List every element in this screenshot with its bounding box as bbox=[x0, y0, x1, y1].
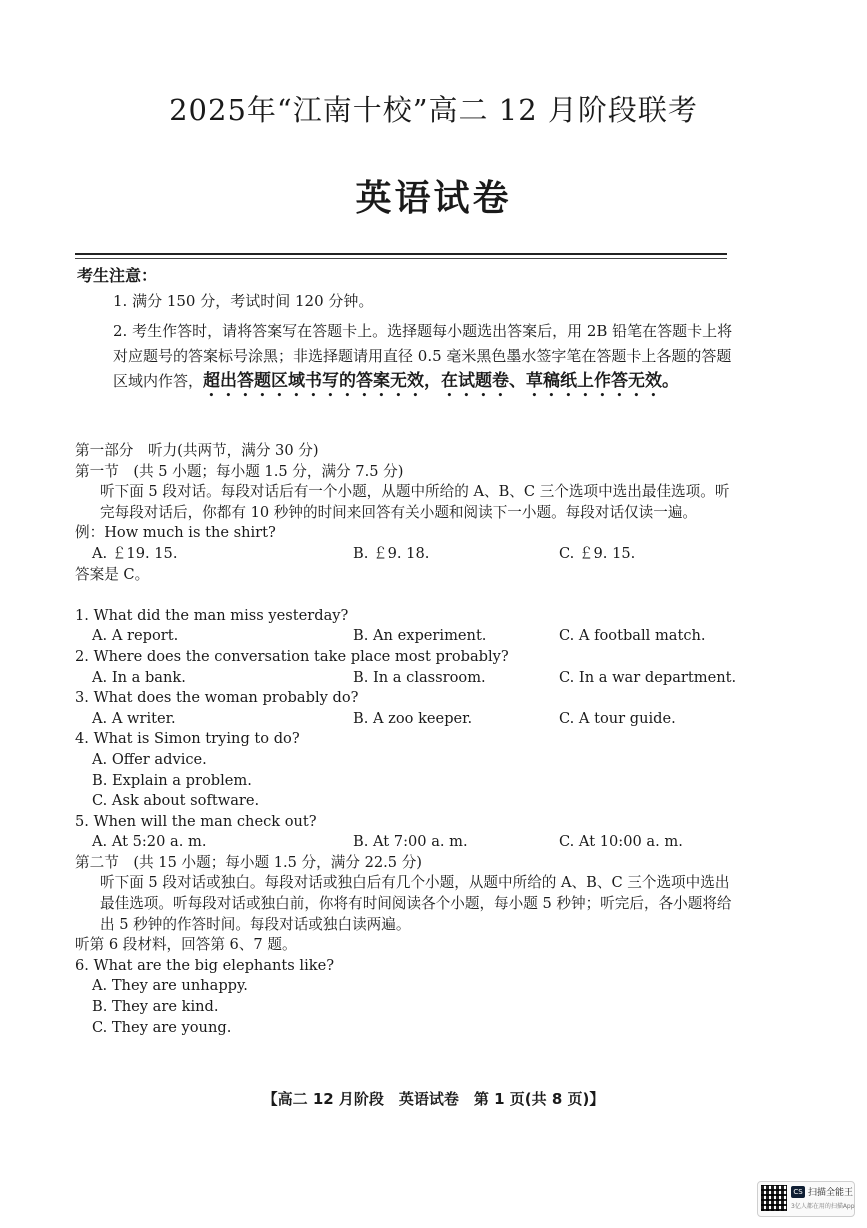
question-1-options bbox=[75, 626, 735, 647]
question-2-option-a: A. In a bank. bbox=[92, 668, 186, 686]
scanner-app-tagline: 3亿人都在用的扫描App bbox=[791, 1203, 855, 1210]
question-4-option-a: A. Offer advice. bbox=[92, 750, 207, 768]
qr-code-icon bbox=[761, 1185, 787, 1211]
notice-item-2-emphasis: 超出答题区域书写的答案无效，在试题卷、草稿纸上作答无效。 bbox=[203, 371, 680, 391]
question-2: 2. Where does the conversation take place most probably? bbox=[75, 647, 509, 665]
question-3-option-c: C. A tour guide. bbox=[559, 709, 676, 727]
part1-heading: 第一部分 听力(共两节，满分 30 分) bbox=[75, 442, 319, 459]
question-6-option-b: B. They are kind. bbox=[92, 998, 219, 1016]
question-1-option-b: B. An experiment. bbox=[353, 627, 487, 645]
question-2-option-b: B. In a classroom. bbox=[353, 668, 486, 686]
exam-subtitle: 英语试卷 bbox=[355, 177, 512, 219]
notice-item-1: 1. 满分 150 分，考试时间 120 分钟。 bbox=[113, 292, 374, 310]
scanner-watermark bbox=[757, 1181, 855, 1217]
notice-item-2-text: 2. 考生作答时，请将答案写在答题卡上。选择题每小题选出答案后，用 2B 铅笔在答题卡上将对应题号的答案标号涂黑；非选择题请用直径 0.5 毫米黑色墨水签字笔在答题卡上各题的答题区域内作答， bbox=[113, 322, 733, 390]
scanner-app-name: 扫描全能王 bbox=[808, 1188, 854, 1198]
example-option-c: C. ￡9. 15. bbox=[559, 544, 636, 562]
question-3-option-a: A. A writer. bbox=[92, 709, 176, 727]
notice-heading: 考生注意： bbox=[77, 266, 158, 285]
question-5-option-a: A. At 5:20 a. m. bbox=[92, 833, 207, 851]
question-1-option-a: A. A report. bbox=[92, 627, 179, 645]
question-4: 4. What is Simon trying to do? bbox=[75, 730, 300, 748]
listening-part bbox=[75, 441, 735, 1038]
question-6-option-a: A. They are unhappy. bbox=[92, 977, 248, 995]
question-3: 3. What does the woman probably do? bbox=[75, 689, 359, 707]
spacer bbox=[75, 585, 735, 606]
section2-instructions: 听下面 5 段对话或独白。每段对话或独白后有几个小题，从题中所给的 A、B、C 三个选项中选出最佳选项。听每段对话或独白前，你将有时间阅读各个小题，每小题 5 秒钟；听完后，各小题将给出 5 秒钟的作答时间。每段对话或独白读两遍。 bbox=[100, 874, 732, 933]
question-5-options bbox=[75, 832, 735, 853]
section1-instructions: 听下面 5 段对话。每段对话后有一个小题，从题中所给的 A、B、C 三个选项中选出最佳选项。听完每段对话后，你都有 10 秒钟的时间来回答有关小题和阅读下一小题。每段对话仅读一遍。 bbox=[100, 483, 730, 521]
question-3-options bbox=[75, 709, 735, 730]
camscanner-logo-icon: CS bbox=[791, 1186, 805, 1198]
question-5: 5. When will the man check out? bbox=[75, 812, 317, 830]
section2-heading: 第二节 (共 15 小题；每小题 1.5 分，满分 22.5 分) bbox=[75, 853, 422, 871]
example-option-b: B. ￡9. 18. bbox=[353, 544, 430, 562]
exam-title: 2025年“江南十校”高二 12 月阶段联考 bbox=[169, 93, 698, 127]
example-option-a: A. ￡19. 15. bbox=[92, 544, 178, 562]
material-6-label: 听第 6 段材料，回答第 6、7 题。 bbox=[75, 936, 297, 954]
question-4-option-b: B. Explain a problem. bbox=[92, 771, 252, 789]
header-rule-thin bbox=[75, 258, 727, 259]
question-4-option-c: C. Ask about software. bbox=[92, 792, 260, 810]
question-5-option-b: B. At 7:00 a. m. bbox=[353, 833, 468, 851]
section1-heading: 第一节 (共 5 小题；每小题 1.5 分，满分 7.5 分) bbox=[75, 462, 404, 480]
notice-list bbox=[113, 289, 733, 404]
question-2-option-c: C. In a war department. bbox=[559, 668, 737, 686]
notice-item-2 bbox=[113, 319, 733, 401]
question-2-options bbox=[75, 668, 735, 689]
question-1-option-c: C. A football match. bbox=[559, 627, 706, 645]
example-answer: 答案是 C。 bbox=[75, 565, 150, 583]
page-footer: 【高二 12 月阶段 英语试卷 第 1 页(共 8 页)】 bbox=[262, 1090, 605, 1108]
header-rule-thick bbox=[75, 253, 727, 255]
question-6: 6. What are the big elephants like? bbox=[75, 956, 335, 974]
example-question: 例：How much is the shirt? bbox=[75, 524, 276, 542]
question-3-option-b: B. A zoo keeper. bbox=[353, 709, 473, 727]
question-6-option-c: C. They are young. bbox=[92, 1018, 232, 1036]
question-1: 1. What did the man miss yesterday? bbox=[75, 606, 349, 624]
example-options bbox=[75, 544, 735, 565]
question-5-option-c: C. At 10:00 a. m. bbox=[559, 833, 683, 851]
